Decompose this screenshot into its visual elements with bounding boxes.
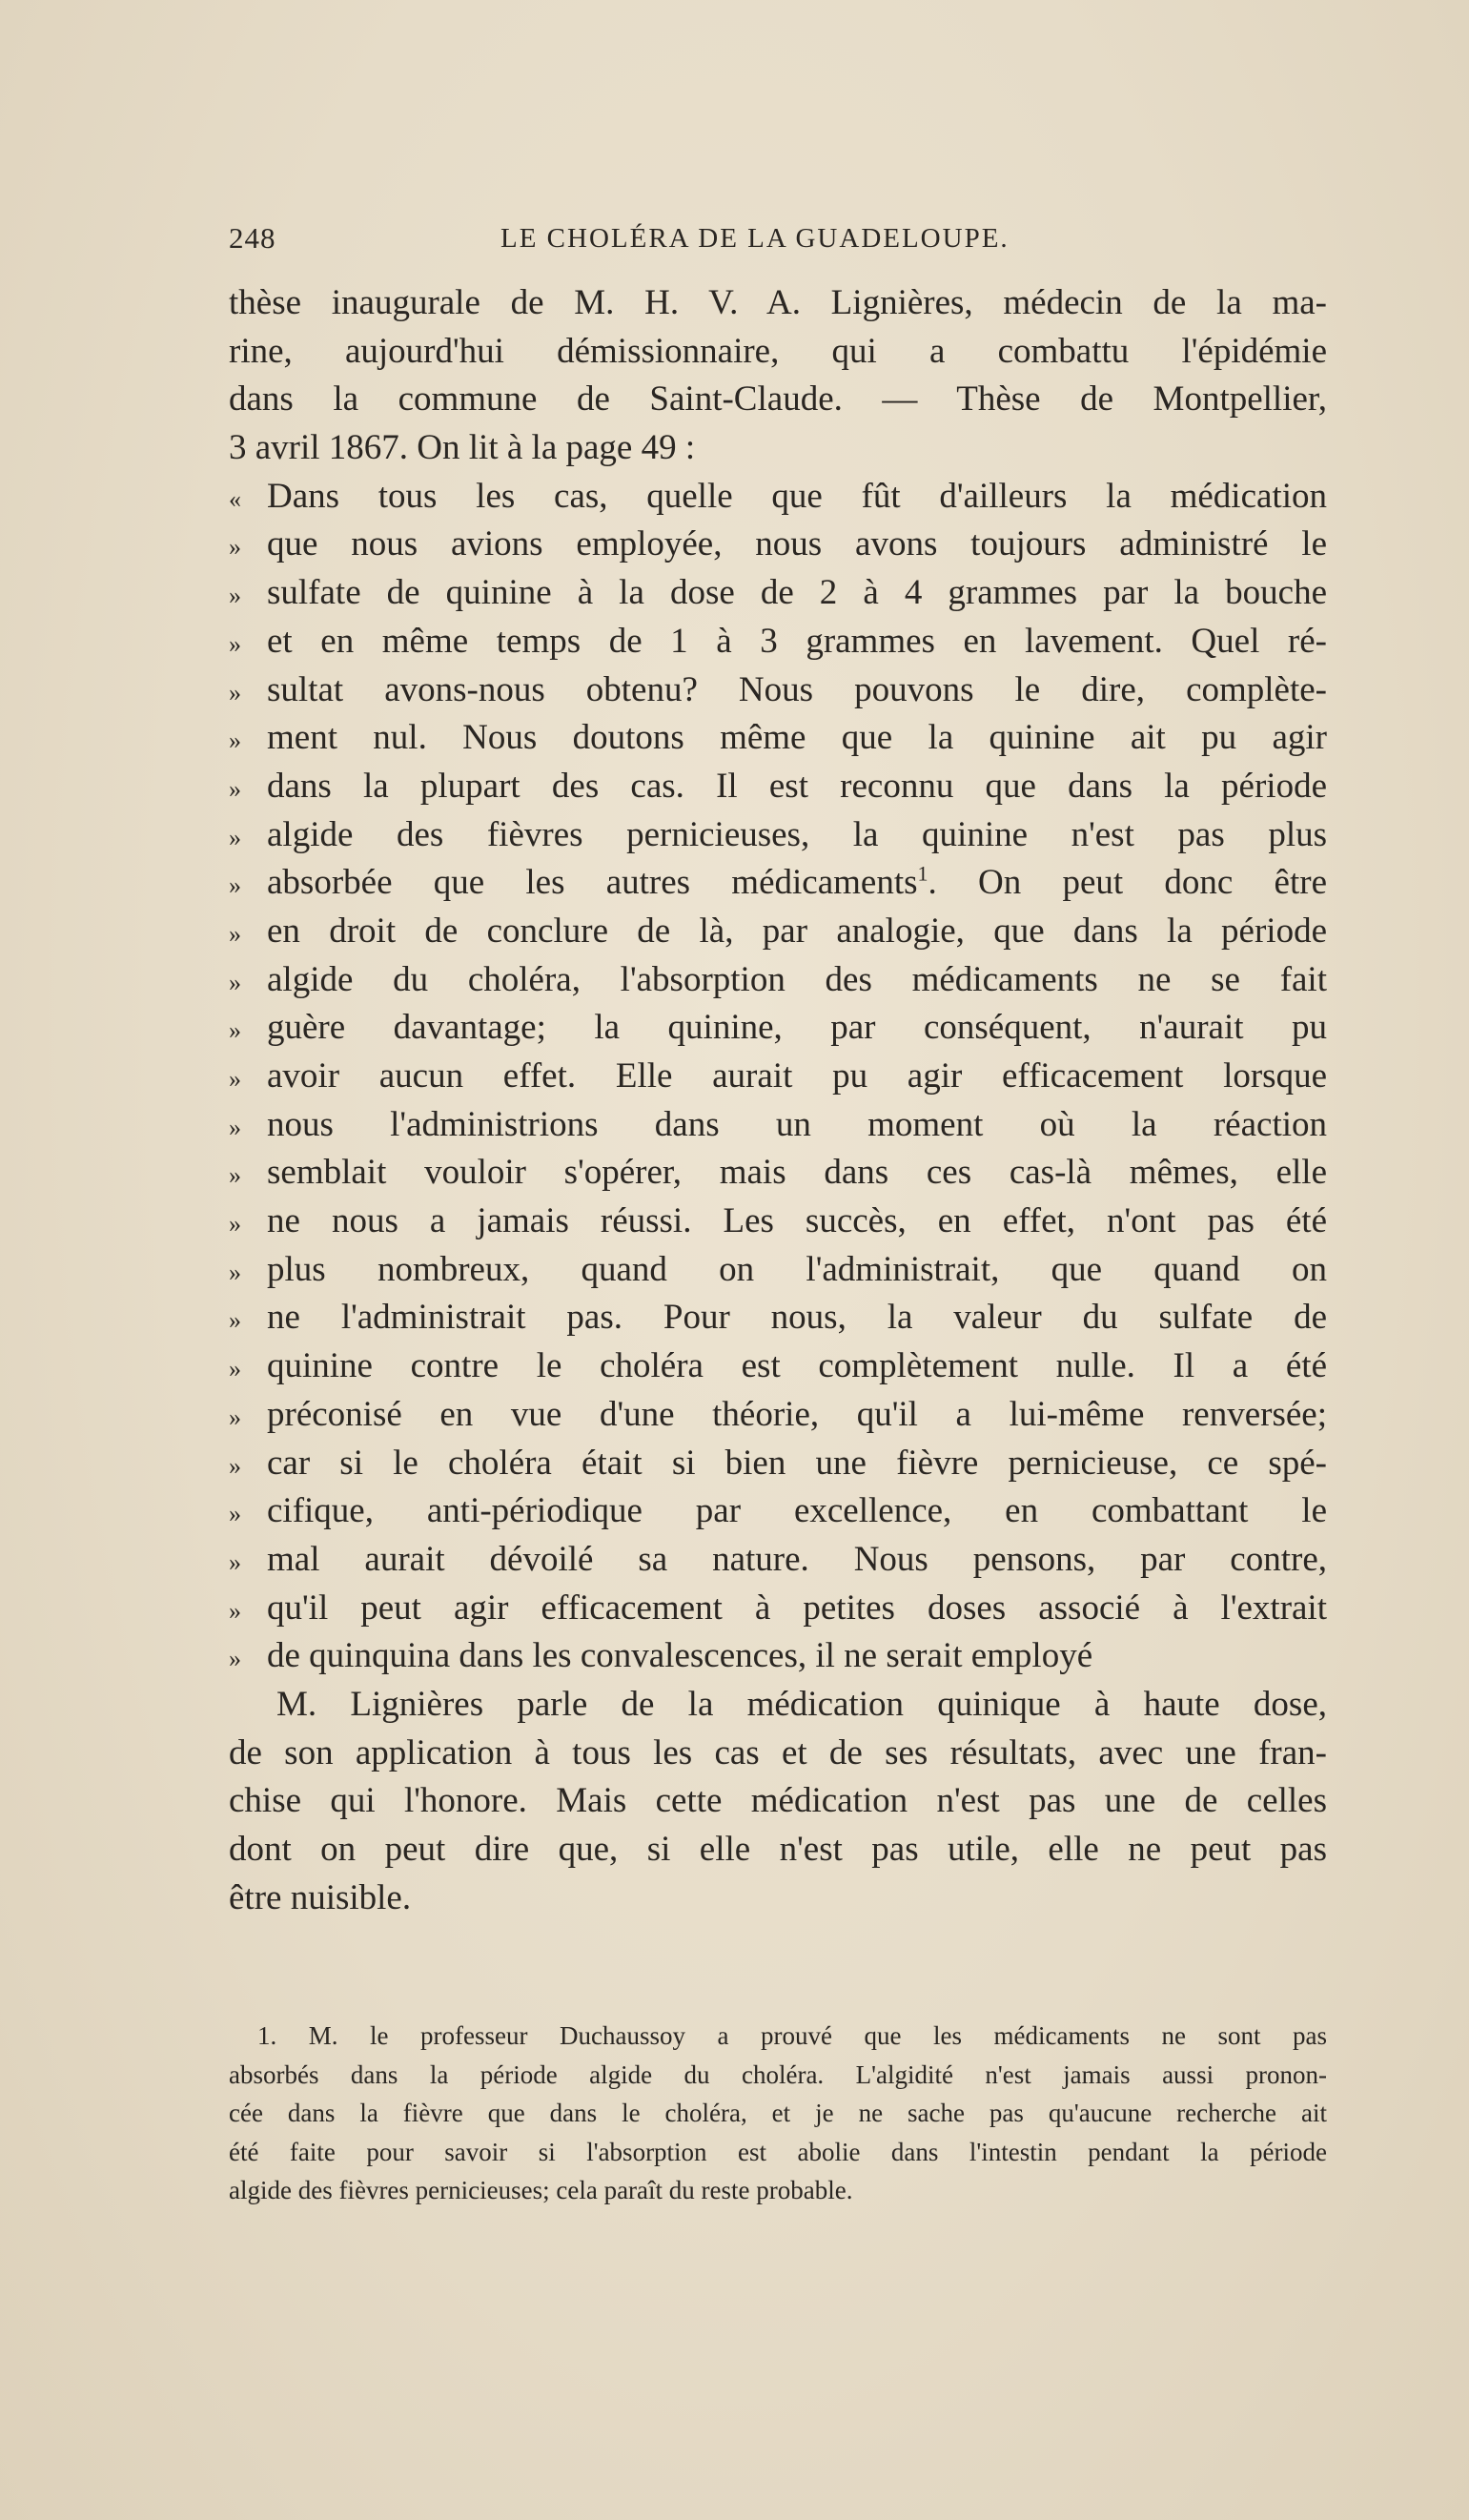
text-line: thèse inaugurale de M. H. V. A. Lignières, médecin de la ma- <box>229 283 1327 322</box>
quote-line: » préconisé en vue d'une théorie, qu'il a lui-même renversée; <box>229 1391 1327 1440</box>
footnote-line: cée dans la fièvre que dans le choléra, et je ne sache pas qu'aucune recherche ait <box>229 2099 1327 2127</box>
footnote-reference[interactable]: 1 <box>917 861 928 886</box>
quote-line: » nous l'administrions dans un moment où la réaction <box>229 1101 1327 1150</box>
quote-line: » avoir aucun effet. Elle aurait pu agir efficacement lorsque <box>229 1053 1327 1101</box>
footnote-line: algide des fièvres pernicieuses; cela paraît du reste probable. <box>229 2176 853 2204</box>
quote-mark: » <box>229 1596 241 1625</box>
footnote-line: 1. M. le professeur Duchaussoy a prouvé que les médicaments ne sont pas <box>257 2021 1327 2050</box>
quote-line: » ne nous a jamais réussi. Les succès, en effet, n'ont pas été <box>229 1198 1327 1246</box>
quote-mark: » <box>229 1547 241 1576</box>
quote-line <box>229 473 1327 522</box>
quote-line: » ne l'administrait pas. Pour nous, la valeur du sulfate de <box>229 1294 1327 1342</box>
quote-mark: » <box>229 1016 241 1045</box>
quote-mark: » <box>229 582 241 610</box>
footnote <box>229 2017 1327 2210</box>
text-line: chise qui l'honore. Mais cette médication n'est pas une de celles <box>229 1781 1327 1821</box>
quote-mark: » <box>229 727 241 755</box>
text-line: rine, aujourd'hui démissionnaire, qui a combattu l'épidémie <box>229 331 1327 371</box>
quote-line: » semblait vouloir s'opérer, mais dans ces cas-là mêmes, elle <box>229 1149 1327 1198</box>
quote-line: » algide du choléra, l'absorption des médicaments ne se fait <box>229 956 1327 1005</box>
quote-mark: » <box>229 871 241 900</box>
quote-line: » cifique, anti-périodique par excellence, en combattant le <box>229 1487 1327 1536</box>
text-line: dans la commune de Saint-Claude. — Thèse de Montpellier, <box>229 379 1327 420</box>
quote-mark: » <box>229 629 241 658</box>
text-line: dont on peut dire que, si elle n'est pas utile, elle ne peut pas <box>229 1830 1327 1869</box>
quote-open-mark: « <box>229 484 241 513</box>
quote-mark: » <box>229 1403 241 1431</box>
quote-line: » quinine contre le choléra est complètement nulle. Il a été <box>229 1342 1327 1391</box>
quote-line: » absorbée que les autres médicaments$^1$. On peut donc être <box>229 859 1327 908</box>
text-line: M. Lignières parle de la médication quinique à haute dose, <box>276 1684 1327 1724</box>
quote-mark: » <box>229 823 241 851</box>
quote-mark: » <box>229 774 241 803</box>
page-header <box>229 221 1325 263</box>
quote-mark: » <box>229 1645 241 1673</box>
quote-line: » dans la plupart des cas. Il est reconnu que dans la période <box>229 763 1327 811</box>
footnote-line: absorbés dans la période algide du choléra. L'algidité n'est jamais aussi pronon- <box>229 2059 1327 2089</box>
quote-line: » ment nul. Nous doutons même que la quinine ait pu agir <box>229 714 1327 763</box>
quote-line: » sultat avons-nous obtenu? Nous pouvons le dire, complète- <box>229 666 1327 715</box>
quote-mark: » <box>229 1451 241 1480</box>
quote-mark: » <box>229 919 241 948</box>
quote-line: » plus nombreux, quand on l'administrait, que quand on <box>229 1246 1327 1295</box>
quote-line: » de quinquina dans les convalescences, il ne serait employé <box>229 1632 1327 1681</box>
quote-first-line: Dans tous les cas, quelle que fût d'ailleurs la médication <box>267 476 1327 516</box>
quote-mark: » <box>229 1500 241 1528</box>
quote-mark: » <box>229 678 241 707</box>
quote-mark: » <box>229 1065 241 1093</box>
quote-line: » que nous avions employée, nous avons toujours administré le <box>229 521 1327 569</box>
quote-line: » guère davantage; la quinine, par conséquent, n'aurait pu <box>229 1004 1327 1053</box>
quote-mark: » <box>229 968 241 996</box>
quote-mark: » <box>229 1306 241 1335</box>
running-title: LE CHOLÉRA DE LA GUADELOUPE. <box>500 223 1010 254</box>
quote-mark: » <box>229 1355 241 1383</box>
quote-line: » et en même temps de 1 à 3 grammes en lavement. Quel ré- <box>229 618 1327 666</box>
quote-line: » car si le choléra était si bien une fièvre pernicieuse, ce spé- <box>229 1440 1327 1488</box>
quote-mark: » <box>229 1210 241 1239</box>
quote-mark: » <box>229 1113 241 1141</box>
quote-line: » mal aurait dévoilé sa nature. Nous pensons, par contre, <box>229 1536 1327 1585</box>
text-line: être nuisible. <box>229 1877 412 1917</box>
quote-line: » qu'il peut agir efficacement à petites doses associé à l'extrait <box>229 1585 1327 1633</box>
text-line: de son application à tous les cas et de ses résultats, avec une fran- <box>229 1732 1327 1772</box>
body-text <box>229 279 1327 1922</box>
quote-mark: » <box>229 1258 241 1286</box>
quote-mark: » <box>229 533 241 562</box>
quote-line: » algide des fièvres pernicieuses, la quinine n'est pas plus <box>229 811 1327 860</box>
footnote-line: été faite pour savoir si l'absorption est abolie dans l'intestin pendant la période <box>229 2137 1327 2166</box>
quote-line: » sulfate de quinine à la dose de 2 à 4 grammes par la bouche <box>229 569 1327 618</box>
page-number: 248 <box>229 221 276 255</box>
text-line: 3 avril 1867. On lit à la page 49 : <box>229 428 696 468</box>
quote-mark: » <box>229 1161 241 1190</box>
quote-line: » en droit de conclure de là, par analogie, que dans la période <box>229 908 1327 956</box>
